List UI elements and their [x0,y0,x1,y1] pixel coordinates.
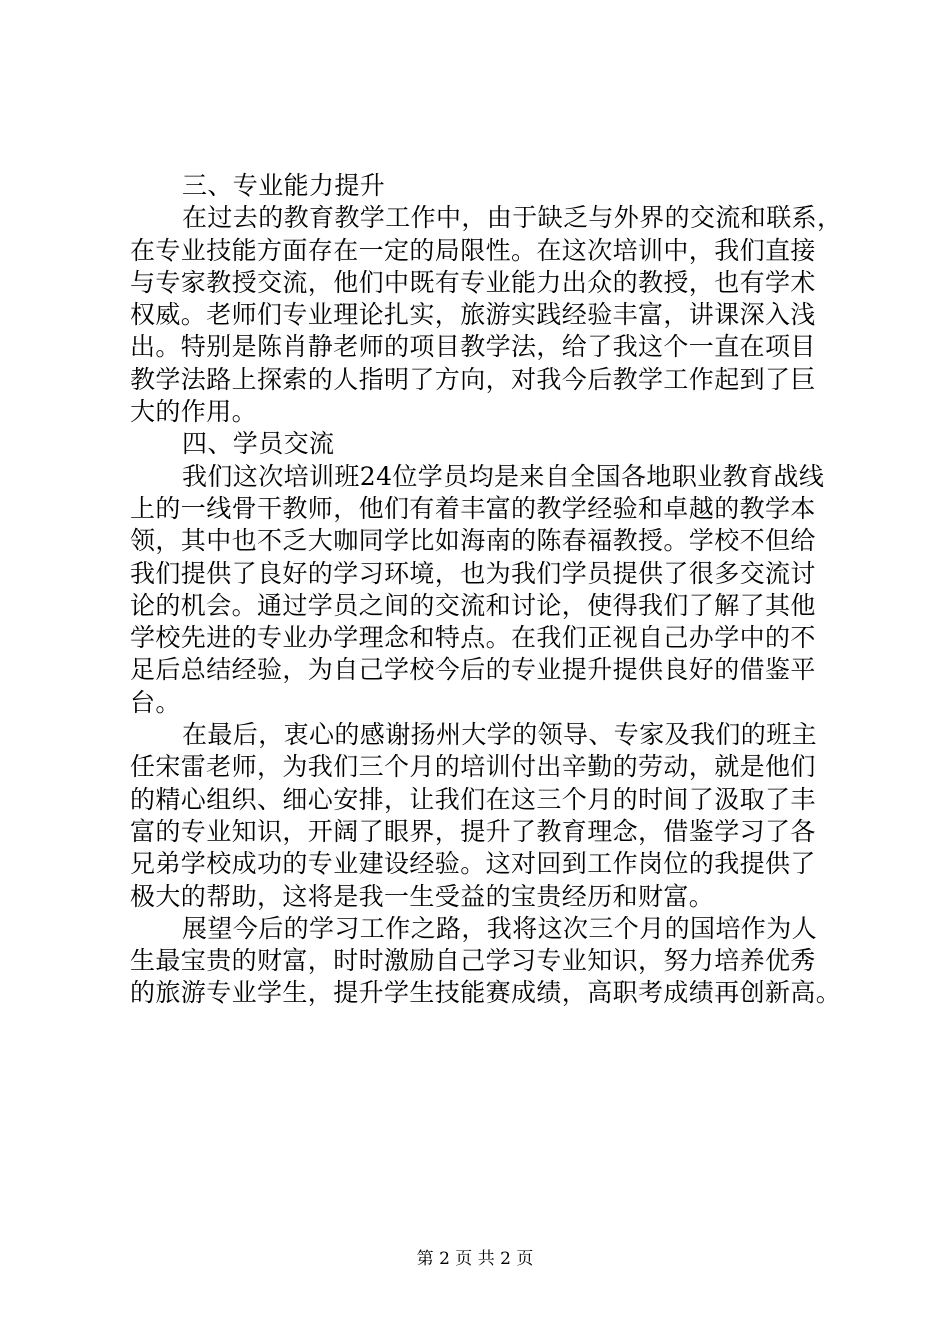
text-line: 台。 [130,687,181,717]
text-line: 兄弟学校成功的专业建设经验。这对回到工作岗位的我提供了 [130,849,816,879]
text-line: 的精心组织、细心安排，让我们在这三个月的时间了汲取了丰 [130,784,816,814]
text-line: 学校先进的专业办学理念和特点。在我们正视自己办学中的不 [130,623,816,653]
section-heading: 三、专业能力提升 [182,171,386,200]
text-line: 在过去的教育教学工作中，由于缺乏与外界的交流和联系， [182,203,843,233]
text-line: 富的专业知识，开阔了眼界，提升了教育理念，借鉴学习了各 [130,816,816,846]
text-line: 与专家教授交流，他们中既有专业能力出众的教授，也有学术 [130,267,816,297]
page-number-footer: 第 2 页 共 2 页 [416,1249,534,1269]
text-line: 领，其中也不乏大咖同学比如海南的陈春福教授。学校不但给 [130,526,816,556]
text-line: 的旅游专业学生，提升学生技能赛成绩，高职考成绩再创新高。 [130,978,842,1008]
text-line: 教学法路上探索的人指明了方向，对我今后教学工作起到了巨 [130,364,816,394]
section-heading: 四、学员交流 [182,429,335,459]
text-line: 大的作用。 [130,397,258,427]
text-line: 生最宝贵的财富，时时激励自己学习专业知识，努力培养优秀 [130,946,816,976]
text-line: 极大的帮助，这将是我一生受益的宝贵经历和财富。 [130,881,715,911]
text-line: 权威。老师们专业理论扎实，旅游实践经验丰富，讲课深入浅 [130,300,816,330]
text-line: 出。特别是陈肖静老师的项目教学法，给了我这个一直在项目 [130,332,816,362]
text-line: 我们提供了良好的学习环境，也为我们学员提供了很多交流讨 [130,558,816,588]
text-line: 展望今后的学习工作之路，我将这次三个月的国培作为人 [182,913,818,943]
text-line: 足后总结经验，为自己学校今后的专业提升提供良好的借鉴平 [130,655,816,685]
document-body [130,170,850,1010]
text-line: 在最后，衷心的感谢扬州大学的领导、专家及我们的班主 [182,720,818,750]
text-line: 我们这次培训班24位学员均是来自全国各地职业教育战线 [182,461,825,491]
text-line: 在专业技能方面存在一定的局限性。在这次培训中，我们直接 [130,235,816,265]
text-line: 任宋雷老师，为我们三个月的培训付出辛勤的劳动，就是他们 [130,752,816,782]
text-line: 上的一线骨干教师，他们有着丰富的教学经验和卓越的教学本 [130,493,816,523]
text-line: 论的机会。通过学员之间的交流和讨论，使得我们了解了其他 [130,590,816,620]
